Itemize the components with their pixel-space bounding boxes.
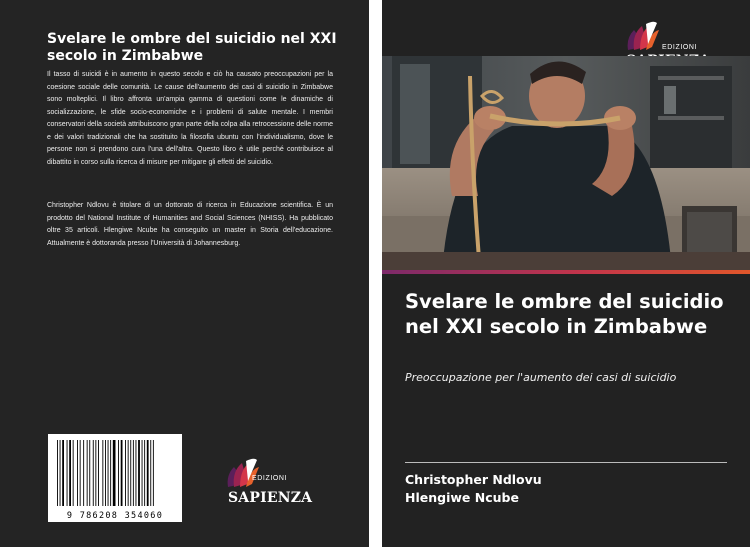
barcode-bar [105, 440, 106, 506]
barcode-bar [102, 440, 103, 506]
barcode-bar [108, 440, 109, 506]
barcode-bar [153, 440, 154, 506]
front-cover-title: Svelare le ombre del suicidio nel XXI secolo in Zimbabwe [405, 290, 724, 338]
front-cover [382, 0, 750, 547]
barcode-bar [150, 440, 151, 506]
barcode-bar [138, 440, 140, 506]
front-cover-subtitle: Preoccupazione per l'aumento dei casi di suicidio [405, 371, 677, 384]
barcode-bar [121, 440, 123, 506]
barcode-bar [147, 440, 149, 506]
publisher-logo-back [222, 457, 312, 509]
man-holding-noose-photo [382, 56, 750, 271]
isbn-barcode [48, 434, 182, 522]
barcode-bar [142, 440, 143, 506]
author-divider [405, 462, 727, 463]
barcode-bar [69, 440, 71, 506]
cover-photo [382, 56, 750, 271]
barcode-bar [136, 440, 137, 506]
author-name-1: Christopher Ndlovu [405, 472, 542, 487]
barcode-bar [62, 440, 64, 506]
barcode-bar [60, 440, 61, 506]
author-bio: Christopher Ndlovu è titolare di un dottorato di ricerca in Educazione scientifica. È un prodotto del National Institute of Humanities and Social Sciences (NHISS). Ha pubblicato oltre 35 articoli. Hlengiwe Ncube ha conseguito un master in Storia dell'educazione. Attualmente è dottoranda presso l'Università di Johannesburg. [47, 202, 333, 247]
barcode-bar [77, 440, 78, 506]
barcode-bar [125, 440, 126, 506]
barcode-bar [87, 440, 88, 506]
barcode-bar [118, 440, 119, 506]
barcode-bar [133, 440, 134, 506]
barcode-bar [113, 440, 116, 506]
barcode-bar [73, 440, 74, 506]
barcode-bar [95, 440, 96, 506]
barcode-bar [80, 440, 81, 506]
publisher-edizioni-label: EDIZIONI [662, 44, 698, 51]
barcode-bar [144, 440, 145, 506]
author-name-2: Hlengiwe Ncube [405, 490, 519, 505]
back-cover-blurb: Il tasso di suicidi è in aumento in questo secolo e ciò ha causato preoccupazioni per la coesione sociale delle comunità. Le cause dell'aumento dei casi di suicidio in Zimbabwe sono molteplici. Il libro affronta un'ampia gamma di questioni come le dinamiche di socializzazione, le sfide socio-economiche e i problemi di salute mentale. I membri conservatori della società attribuiscono gran parte della colpa alla retrocessione delle norme e dei valori tradizionali che ha sostituito la filosofia ubuntu con l'individualismo, dove le persone non si prendono cura l'una dell'altra. Questo libro è utile perché contribuisce al dibattito in corso sulla ricerca di misure per mitigare gli effetti del suicidio. [47, 71, 333, 166]
back-cover-title: Svelare le ombre del suicidio nel XXI secolo in Zimbabwe [47, 31, 337, 64]
barcode-bar [93, 440, 94, 506]
barcode-bar [130, 440, 131, 506]
accent-divider [382, 270, 750, 274]
barcode-bar [98, 440, 99, 506]
fan-feather-logo-icon [224, 457, 260, 491]
fan-feather-logo-icon [622, 20, 662, 54]
spine-gap [369, 0, 382, 547]
barcode-bar [110, 440, 111, 506]
barcode-bar [67, 440, 68, 506]
publisher-brand: SAPIENZA [228, 490, 313, 506]
isbn-number: 9 786208 354060 [66, 511, 164, 521]
barcode-bar [89, 440, 90, 506]
publisher-edizioni-label: EDIZIONI [252, 475, 288, 482]
barcode-graphic [48, 434, 182, 522]
barcode-bar [57, 440, 58, 506]
barcode-bar [83, 440, 84, 506]
back-cover [0, 0, 369, 547]
barcode-bar [128, 440, 129, 506]
